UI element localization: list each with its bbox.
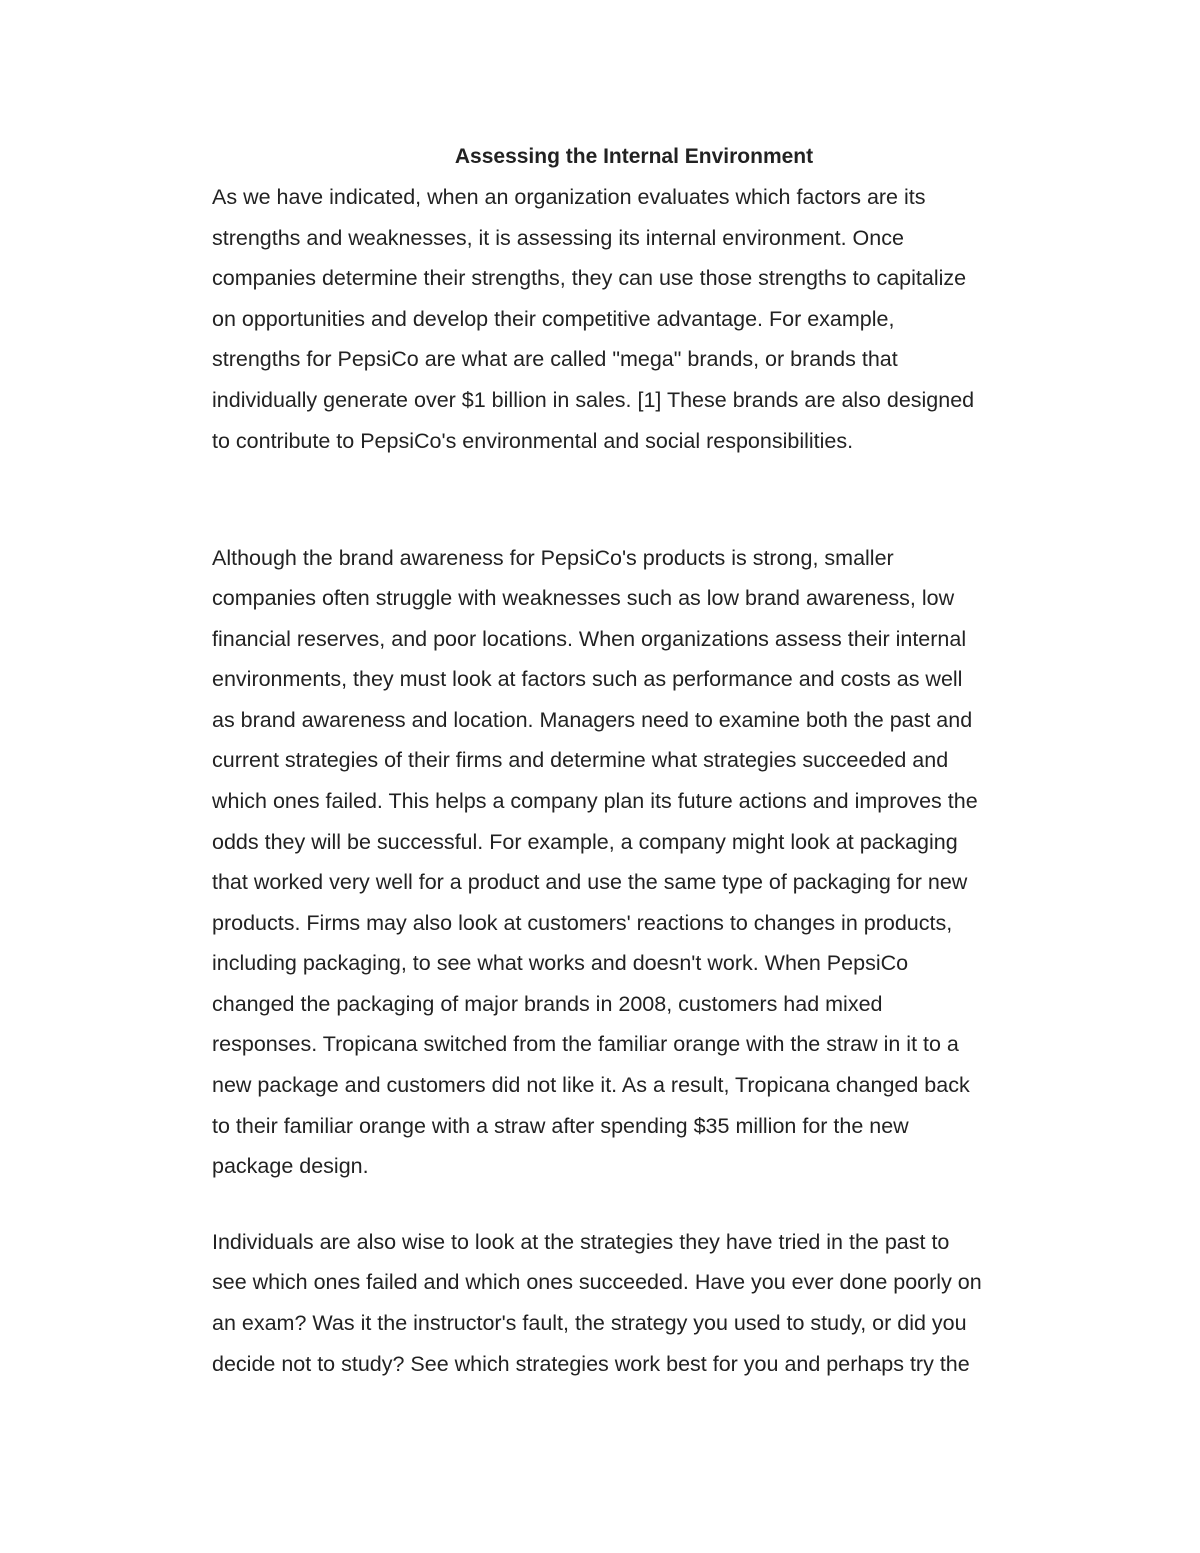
text-line: companies determine their strengths, they can use those strengths to capitalize [212, 266, 967, 290]
text-line: decide not to study? See which strategies work best for you and perhaps try the [212, 1352, 970, 1376]
text-line: strengths for PepsiCo are what are called "mega" brands, or brands that [212, 347, 898, 371]
text-line: to their familiar orange with a straw after spending $35 million for the new [212, 1114, 909, 1138]
text-line: current strategies of their firms and determine what strategies succeeded and [212, 748, 949, 772]
text-line: as brand awareness and location. Managers need to examine both the past and [212, 708, 973, 732]
text-line: to contribute to PepsiCo's environmental and social responsibilities. [212, 429, 854, 453]
document-title: Assessing the Internal Environment [454, 145, 814, 168]
text-line: responses. Tropicana switched from the familiar orange with the straw in it to a [212, 1032, 959, 1056]
text-line: strengths and weaknesses, it is assessing its internal environment. Once [212, 226, 904, 250]
text-line: financial reserves, and poor locations. When organizations assess their internal [212, 627, 967, 651]
text-line: new package and customers did not like it. As a result, Tropicana changed back [212, 1073, 970, 1097]
text-line: environments, they must look at factors such as performance and costs as well [212, 667, 963, 691]
text-line: individually generate over $1 billion in sales. [1] These brands are also designed [212, 388, 975, 412]
text-line: an exam? Was it the instructor's fault, the strategy you used to study, or did you [212, 1311, 967, 1335]
text-line: see which ones failed and which ones succeeded. Have you ever done poorly on [212, 1270, 982, 1294]
text-line: products. Firms may also look at customers' reactions to changes in products, [212, 911, 953, 935]
text-line: Although the brand awareness for PepsiCo's products is strong, smaller [212, 546, 894, 570]
text-line: including packaging, to see what works and doesn't work. When PepsiCo [212, 951, 909, 975]
text-line: companies often struggle with weaknesses such as low brand awareness, low [212, 586, 955, 610]
text-line: on opportunities and develop their competitive advantage. For example, [212, 307, 895, 331]
text-line: Individuals are also wise to look at the strategies they have tried in the past to [212, 1230, 950, 1254]
text-line: that worked very well for a product and use the same type of packaging for new [212, 870, 968, 894]
text-line: odds they will be successful. For example, a company might look at packaging [212, 830, 958, 854]
text-line: which ones failed. This helps a company plan its future actions and improves the [212, 789, 978, 813]
text-line: package design. [212, 1154, 369, 1178]
text-line: changed the packaging of major brands in 2008, customers had mixed [212, 992, 883, 1016]
text-line: As we have indicated, when an organization evaluates which factors are its [212, 185, 926, 209]
